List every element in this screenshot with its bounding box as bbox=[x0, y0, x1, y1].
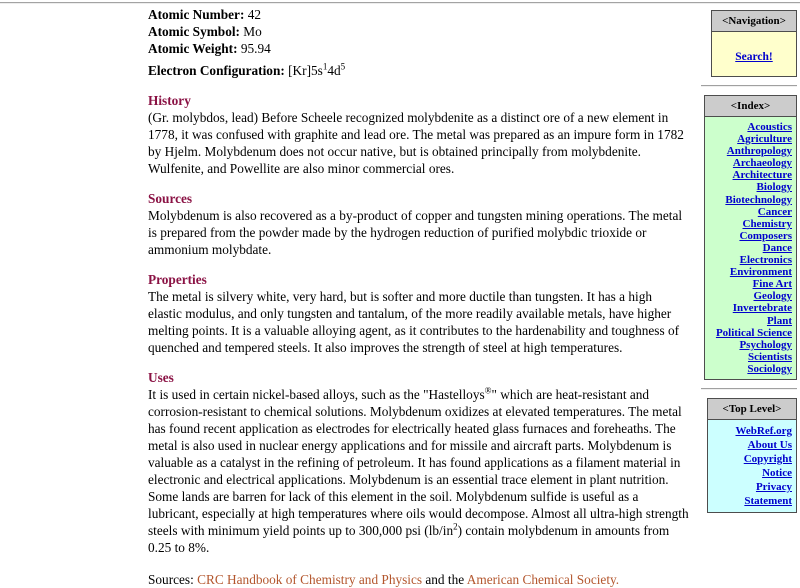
top-level-link[interactable]: Privacy Statement bbox=[744, 480, 792, 507]
superscript: 1 bbox=[322, 61, 328, 72]
uses-paragraph: It is used in certain nickel-based alloys, such as the "Hastelloys®" which are heat-resistant and corrosion-resistant to chemical solutions. Molybdenum oxidizes at elevated temperatures. The metal has found recent application as electrodes for electrically heated glass furnaces and foreheaths. The metal is also used in nuclear energy applications and for missile and aircraft parts. Molybdenum is valuable as a catalyst in the refining of petroleum. It has found applications as a filament material in electronic and electrical applications. Molybdenum is an essential trace element in plant nutrition. Some lands are barren for lack of this element in the soil. Molybdenum sulfide is useful as a lubricant, especially at high temperatures where oils would decompose. Almost all ultra-high strength steels with minimum yield points up to 300,000 psi $(lb/in^2)$ contain molybdenum in amounts from 0.25 to 8%. bbox=[148, 385, 689, 555]
navigation-box bbox=[711, 10, 797, 77]
sidebar bbox=[700, 10, 797, 513]
top-level-link[interactable]: Copyright Notice bbox=[743, 452, 792, 479]
atomic-symbol-label: Atomic Symbol: bbox=[148, 24, 240, 39]
properties-paragraph: The metal is silvery white, very hard, but is softer and more ductile than tungsten. It has a high elastic modulus, and only tungsten and tantalum, of the more readily available metals, have higher melting points. It is a valuable alloying agent, as it contributes to the hardenability and toughness of quenched and tempered steels. It also improves the strength of steel at high temperatures. bbox=[148, 289, 680, 355]
electron-configuration-line bbox=[148, 62, 689, 79]
properties-heading: Properties bbox=[148, 272, 207, 287]
electron-configuration-value: $[Kr]5s^14d^5$ bbox=[288, 61, 346, 78]
atomic-weight-label: Atomic Weight: bbox=[148, 41, 238, 56]
index-link[interactable]: Chemistry bbox=[742, 217, 792, 230]
index-link[interactable]: Composers bbox=[739, 229, 792, 242]
sources-paragraph: Molybdenum is also recovered as a by-product of copper and tungsten mining operations. The metal is prepared from the powder made by the hydrogen reduction of purified molybdic trioxide or ammonium molybdate. bbox=[148, 208, 683, 257]
atomic-number-value: 42 bbox=[247, 7, 262, 22]
sources-heading: Sources bbox=[148, 191, 193, 206]
atomic-weight-line bbox=[148, 40, 689, 57]
top-level-box bbox=[707, 398, 797, 513]
index-link[interactable]: Acoustics bbox=[747, 121, 792, 133]
index-link[interactable]: Geology bbox=[753, 290, 792, 303]
index-link[interactable]: Invertebrate bbox=[732, 302, 792, 315]
index-link[interactable]: Dance bbox=[762, 241, 792, 254]
top-level-box-title: <Top Level> bbox=[708, 399, 796, 420]
search-link[interactable]: Search! bbox=[735, 51, 773, 63]
atomic-symbol-line bbox=[148, 23, 689, 40]
page-top-divider bbox=[0, 2, 800, 4]
footer-sources-line bbox=[148, 571, 689, 588]
atomic-weight-value: 95.94 bbox=[240, 41, 271, 56]
top-level-link[interactable]: WebRef.org bbox=[735, 424, 792, 437]
crc-handbook-link[interactable]: CRC Handbook of Chemistry and Physics bbox=[197, 572, 423, 587]
registered-trademark-symbol: ® bbox=[484, 385, 492, 396]
index-link[interactable]: Biology bbox=[756, 181, 792, 194]
top-level-box-body bbox=[708, 420, 796, 512]
top-level-link[interactable]: About Us bbox=[747, 438, 792, 451]
atomic-symbol-value: Mo bbox=[243, 24, 262, 39]
index-link[interactable]: Cancer bbox=[757, 205, 792, 218]
sidebar-divider bbox=[701, 388, 797, 390]
uses-heading: Uses bbox=[148, 370, 174, 385]
index-link[interactable]: Plant bbox=[766, 314, 792, 327]
history-heading: History bbox=[148, 93, 191, 108]
american-chemical-society-link[interactable]: American Chemical Society. bbox=[466, 572, 620, 587]
sidebar-divider bbox=[701, 85, 797, 87]
superscript: 2 bbox=[453, 521, 458, 532]
index-link[interactable]: Psychology bbox=[739, 338, 792, 351]
index-box bbox=[704, 95, 797, 380]
history-paragraph: (Gr. molybdos, lead) Before Scheele recognized molybdenite as a distinct ore of a new element in 1778, it was confused with graphite and lead ore. The metal was prepared as an impure form in 1782 by Hjelm. Molybdenum does not occur native, but is obtained principally from molybdenite. Wulfenite, and Powellite are also minor commercial ores. bbox=[148, 110, 684, 176]
index-link[interactable]: Scientists bbox=[748, 350, 792, 363]
index-box-title: <Index> bbox=[705, 96, 796, 117]
index-link[interactable]: Agriculture bbox=[737, 133, 792, 146]
superscript: 5 bbox=[340, 61, 346, 72]
navigation-box-body bbox=[712, 32, 796, 76]
index-link[interactable]: Biotechnology bbox=[725, 193, 792, 206]
index-link[interactable]: Sociology bbox=[747, 362, 792, 375]
navigation-box-title: <Navigation> bbox=[712, 11, 796, 32]
index-box-body bbox=[705, 117, 796, 379]
footer-prefix: Sources: bbox=[148, 572, 198, 587]
atomic-number-label: Atomic Number: bbox=[148, 7, 245, 22]
index-link[interactable]: Architecture bbox=[732, 169, 792, 182]
index-link[interactable]: Environment bbox=[729, 266, 792, 279]
index-link[interactable]: Archaeology bbox=[732, 157, 792, 170]
index-link[interactable]: Political Science bbox=[715, 326, 792, 339]
index-link[interactable]: Fine Art bbox=[752, 278, 792, 291]
footer-middle: and the bbox=[422, 572, 467, 587]
electron-configuration-label: Electron Configuration: bbox=[148, 63, 285, 78]
atomic-number-line bbox=[148, 6, 689, 23]
article-main bbox=[148, 6, 689, 588]
index-link[interactable]: Electronics bbox=[739, 254, 792, 267]
index-link[interactable]: Anthropology bbox=[726, 145, 792, 158]
